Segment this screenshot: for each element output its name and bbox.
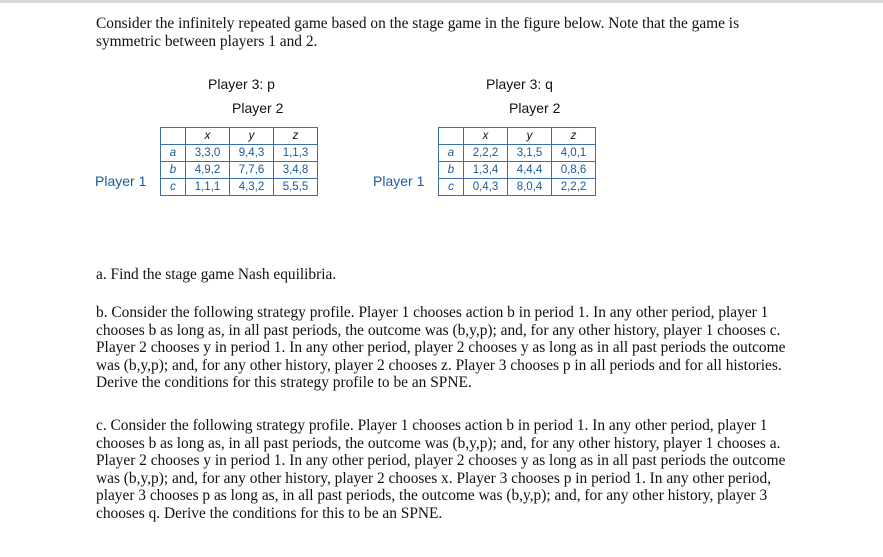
right-cell-a-y: 3,1,5 bbox=[508, 145, 552, 162]
right-row-label-a: a bbox=[439, 145, 464, 162]
right-cell-c-z: 2,2,2 bbox=[552, 179, 596, 196]
right-cell-a-x: 2,2,2 bbox=[464, 145, 508, 162]
left-cell-b-y: 7,7,6 bbox=[230, 162, 274, 179]
right-col-y: y bbox=[508, 128, 552, 145]
left-col-z: z bbox=[274, 128, 318, 145]
left-cell-b-x: 4,9,2 bbox=[186, 162, 230, 179]
question-c: c. Consider the following strategy profile. Player 1 chooses action b in period 1. In any other period, player 1 chooses b as long as, in all past periods, the outcome was (b,y,p); and, for any other history, player 1 chooses a. Player 2 chooses y in period 1. In any other period, player 2 chooses y as long as in all past periods the outcome was (b,y,p); and, for any other history, player 2 chooses x. Player 3 chooses p in period 1. In any other period, player 3 chooses p as long as, in all past periods, the outcome was (b,y,p); and, for any other history, player 3 chooses q. Derive the conditions for this to be an SPNE. bbox=[96, 417, 786, 522]
left-column-player-label: Player 2 bbox=[232, 100, 284, 116]
left-row-label-c: c bbox=[161, 179, 186, 196]
right-header-row bbox=[439, 128, 596, 145]
right-row-b bbox=[439, 162, 596, 179]
top-rule bbox=[0, 0, 883, 3]
left-cell-c-y: 4,3,2 bbox=[230, 179, 274, 196]
right-corner-cell bbox=[439, 128, 464, 145]
left-cell-b-z: 3,4,8 bbox=[274, 162, 318, 179]
right-cell-b-y: 4,4,4 bbox=[508, 162, 552, 179]
left-cell-c-z: 5,5,5 bbox=[274, 179, 318, 196]
right-payoff-table bbox=[438, 127, 596, 196]
left-cell-a-y: 9,4,3 bbox=[230, 145, 274, 162]
left-row-a bbox=[161, 145, 318, 162]
right-cell-c-y: 8,0,4 bbox=[508, 179, 552, 196]
right-row-c bbox=[439, 179, 596, 196]
left-cell-a-x: 3,3,0 bbox=[186, 145, 230, 162]
left-row-label-a: a bbox=[161, 145, 186, 162]
right-row-a bbox=[439, 145, 596, 162]
right-column-player-label: Player 2 bbox=[509, 100, 561, 116]
right-row-label-c: c bbox=[439, 179, 464, 196]
left-cell-c-x: 1,1,1 bbox=[186, 179, 230, 196]
left-corner-cell bbox=[161, 128, 186, 145]
left-header-row bbox=[161, 128, 318, 145]
right-row-player-label: Player 1 bbox=[373, 173, 425, 189]
left-row-player-label: Player 1 bbox=[95, 173, 147, 189]
right-col-x: x bbox=[464, 128, 508, 145]
intro-paragraph: Consider the infinitely repeated game based on the stage game in the figure below. Note that the game is symmetric between players 1 and 2. bbox=[96, 15, 740, 50]
right-player3-label: Player 3: q bbox=[486, 76, 553, 92]
right-cell-b-z: 0,8,6 bbox=[552, 162, 596, 179]
right-cell-a-z: 4,0,1 bbox=[552, 145, 596, 162]
question-a: a. Find the stage game Nash equilibria. bbox=[96, 266, 337, 283]
left-row-c bbox=[161, 179, 318, 196]
right-col-z: z bbox=[552, 128, 596, 145]
left-cell-a-z: 1,1,3 bbox=[274, 145, 318, 162]
question-b: b. Consider the following strategy profile. Player 1 chooses action b in period 1. In any other period, player 1 chooses b as long as, in all past periods, the outcome was (b,y,p); and, for any other history, player 1 chooses c. Player 2 chooses y in period 1. In any other period, player 2 chooses y as long as in all past periods the outcome was (b,y,p); and, for any other history, player 2 chooses z. Player 3 chooses p in all periods and for all histories. Derive the conditions for this strategy profile to be an SPNE. bbox=[96, 304, 786, 392]
right-row-label-b: b bbox=[439, 162, 464, 179]
left-payoff-table bbox=[160, 127, 318, 196]
left-player3-label: Player 3: p bbox=[208, 76, 275, 92]
left-col-x: x bbox=[186, 128, 230, 145]
left-col-y: y bbox=[230, 128, 274, 145]
right-cell-c-x: 0,4,3 bbox=[464, 179, 508, 196]
right-cell-b-x: 1,3,4 bbox=[464, 162, 508, 179]
left-row-b bbox=[161, 162, 318, 179]
left-row-label-b: b bbox=[161, 162, 186, 179]
